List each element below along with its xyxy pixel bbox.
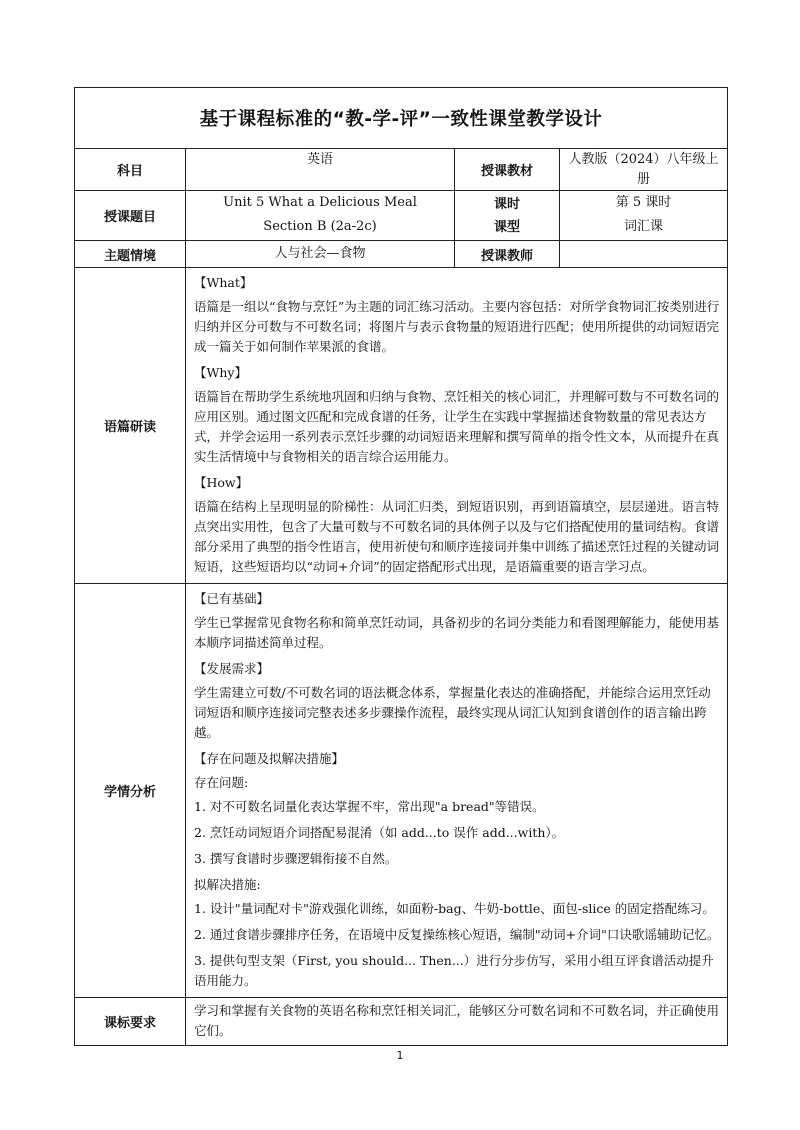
text-study-content bbox=[186, 268, 728, 584]
period-type-labels bbox=[455, 191, 560, 241]
issue-item: 2. 烹饪动词短语介词搭配易混淆（如 add...to 误作 add...with）。 bbox=[194, 825, 565, 840]
how-heading: 【How】 bbox=[194, 475, 249, 490]
subject-value: 英语 bbox=[186, 149, 455, 191]
issues-heading: 【存在问题及拟解决措施】 bbox=[194, 751, 345, 766]
topic-unit: Unit 5 What a Delicious Meal bbox=[223, 195, 417, 210]
teacher-value bbox=[560, 241, 728, 268]
lesson-type-label: 课型 bbox=[493, 220, 520, 235]
why-heading: 【Why】 bbox=[194, 365, 247, 380]
what-body: 语篇是一组以“食物与烹饪”为主题的词汇练习活动。主要内容包括：对所学食物词汇按类别进行归纳并区分可数与不可数名词；将图片与表示食物量的短语进行匹配；使用所提供的动词短语完成一篇关于如何制作苹果派的食谱。 bbox=[194, 299, 720, 354]
theme-label: 主题情境 bbox=[75, 241, 186, 268]
measures-intro: 拟解决措施: bbox=[194, 877, 261, 892]
needs-body: 学生需建立可数/不可数名词的语法概念体系，掌握量化表达的准确搭配，并能综合运用烹饪动词短语和顺序连接词完整表述多步骤操作流程，最终实现从词汇认知到食谱创作的语言输出跨越。 bbox=[194, 685, 711, 740]
issues-intro: 存在问题: bbox=[194, 775, 249, 790]
basis-heading: 【已有基础】 bbox=[194, 591, 270, 606]
measure-item: 1. 设计"量词配对卡"游戏强化训练，如面粉-bag、牛奶-bottle、面包-slice 的固定搭配练习。 bbox=[194, 901, 715, 916]
why-body: 语篇旨在帮助学生系统地巩固和归纳与食物、烹饪相关的核心词汇，并理解可数与不可数名词的应用区别。通过图文匹配和完成食谱的任务，让学生在实践中掌握描述食物数量的常见表达方式，并学会运用一系列表示烹饪步骤的动词短语来理解和撰写简单的指令性文本，从而提升在真实生活情境中与食物相关的语言综合运用能力。 bbox=[194, 389, 720, 464]
learner-analysis-content bbox=[186, 584, 728, 998]
teacher-label: 授课教师 bbox=[455, 241, 560, 268]
period-label: 课时 bbox=[493, 197, 520, 212]
needs-heading: 【发展需求】 bbox=[194, 661, 270, 676]
material-value: 人教版（2024）八年级上册 bbox=[560, 149, 728, 191]
period-value: 第 5 课时 bbox=[615, 195, 672, 210]
topic-label: 授课题目 bbox=[75, 191, 186, 241]
issue-item: 3. 撰写食谱时步骤逻辑衔接不自然。 bbox=[194, 851, 398, 866]
issue-item: 1. 对不可数名词量化表达掌握不牢，常出现"a bread"等错误。 bbox=[194, 799, 545, 814]
basis-body: 学生已掌握常见食物名称和简单烹饪动词，具备初步的名词分类能力和看图理解能力，能使用基本顺序词描述简单过程。 bbox=[194, 615, 720, 650]
theme-value: 人与社会—食物 bbox=[186, 241, 455, 268]
measure-item: 2. 通过食谱步骤排序任务，在语境中反复操练核心短语，编制"动词+介词"口诀歌谣辅助记忆。 bbox=[194, 927, 720, 942]
curriculum-content bbox=[186, 998, 728, 1046]
lesson-design-table bbox=[74, 87, 728, 1046]
measure-item: 3. 提供句型支架（First, you should... Then...）进行分步仿写，采用小组互评食谱活动提升语用能力。 bbox=[194, 953, 714, 988]
subject-label: 科目 bbox=[75, 149, 186, 191]
topic-section: Section B (2a-2c) bbox=[263, 219, 377, 234]
page-number: 1 bbox=[396, 1049, 404, 1062]
material-label: 授课教材 bbox=[455, 149, 560, 191]
period-type-values bbox=[560, 191, 728, 241]
document-title: 基于课程标准的“教-学-评”一致性课堂教学设计 bbox=[75, 88, 728, 149]
topic-value bbox=[186, 191, 455, 241]
text-study-label: 语篇研读 bbox=[75, 268, 186, 584]
learner-analysis-label: 学情分析 bbox=[75, 584, 186, 998]
how-body: 语篇在结构上呈现明显的阶梯性：从词汇归类，到短语识别，再到语篇填空，层层递进。语言特点突出实用性，包含了大量可数与不可数名词的具体例子以及与它们搭配使用的量词结构。食谱部分采用了典型的指令性语言，使用祈使句和顺序连接词并集中训练了描述烹饪过程的关键动词短语，这些短语均以“动词+介词”的固定搭配形式出现，是语篇重要的语言学习点。 bbox=[194, 499, 720, 574]
what-heading: 【What】 bbox=[194, 275, 253, 290]
lesson-type-value: 词汇课 bbox=[623, 219, 663, 234]
curriculum-body: 学习和掌握有关食物的英语名称和烹饪相关词汇，能够区分可数名词和不可数名词，并正确使用它们。 bbox=[194, 1003, 720, 1038]
curriculum-label: 课标要求 bbox=[75, 998, 186, 1046]
